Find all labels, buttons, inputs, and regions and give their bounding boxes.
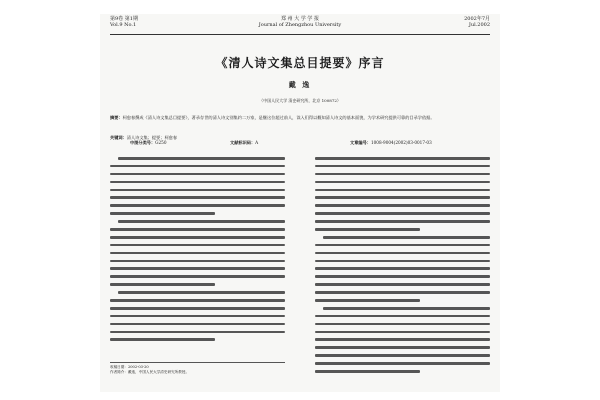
text-line xyxy=(110,307,285,310)
text-line xyxy=(315,260,490,263)
keywords-label: 关键词： xyxy=(110,135,127,140)
article-title: 《清人诗文集总目提要》序言 xyxy=(215,56,385,70)
text-line xyxy=(315,165,490,168)
text-line xyxy=(110,252,285,255)
author-affiliation: （中国人民大学 清史研究所，北京 100872） xyxy=(259,98,341,103)
text-line xyxy=(110,323,285,326)
text-line xyxy=(315,331,490,334)
text-line xyxy=(110,212,215,215)
abstract-label: 摘要： xyxy=(110,115,123,120)
body-column-right xyxy=(315,157,490,387)
text-line xyxy=(315,173,490,176)
text-line xyxy=(110,196,285,199)
article-author: 戴 逸 xyxy=(288,80,312,89)
running-header xyxy=(110,16,490,35)
text-line xyxy=(315,244,490,247)
text-line xyxy=(315,338,490,341)
text-line xyxy=(110,283,215,286)
text-line xyxy=(315,252,490,255)
text-line xyxy=(315,212,490,215)
text-line xyxy=(315,299,420,302)
journal-page xyxy=(100,14,500,392)
text-line xyxy=(110,267,285,270)
abstract xyxy=(110,114,490,122)
clc-number: 中图分类号：G250 xyxy=(130,140,167,145)
journal-name: 郑 州 大 学 学 报 Journal of Zhengzhou University xyxy=(258,16,342,28)
text-line xyxy=(110,299,285,302)
text-line xyxy=(315,189,490,192)
text-line xyxy=(110,181,285,184)
keywords-text: 清人诗文集；提要；柯愈春 xyxy=(126,135,178,140)
issue-date: 2002年7月 Jul.2002 xyxy=(464,16,490,28)
text-line xyxy=(315,362,490,365)
text-line xyxy=(315,283,490,286)
text-line xyxy=(315,267,490,270)
classification-line xyxy=(110,140,490,148)
text-line xyxy=(315,291,490,294)
text-line xyxy=(315,275,490,278)
text-line xyxy=(110,173,285,176)
text-line xyxy=(315,181,490,184)
author-bio: 作者简介：戴逸，中国人民大学清史研究所教授。 xyxy=(110,370,190,374)
volume-info: 第9卷 第1期 Vol.9 No.1 xyxy=(110,16,138,28)
text-line xyxy=(110,228,285,231)
abstract-text: 柯愈春撰成《清人诗文集总目提要》，著录存世的清人诗文别集约二万家，是继这位超过前人，读入们得以概知清人诗文的基本面貌，为学术研究提供可靠的目录学依据。 xyxy=(122,115,435,120)
text-line xyxy=(315,228,420,231)
text-line xyxy=(315,370,420,373)
text-line xyxy=(110,244,285,247)
text-line xyxy=(118,157,285,160)
text-line xyxy=(323,307,490,310)
text-line xyxy=(315,204,490,207)
text-line xyxy=(110,260,285,263)
text-line xyxy=(315,196,490,199)
text-line xyxy=(110,236,285,239)
text-line xyxy=(315,354,490,357)
text-line xyxy=(118,220,285,223)
text-line xyxy=(315,220,490,223)
text-line xyxy=(315,346,490,349)
text-line xyxy=(110,315,285,318)
text-line xyxy=(118,291,285,294)
text-line xyxy=(323,236,490,239)
text-line xyxy=(315,323,490,326)
body-column-left xyxy=(110,157,285,387)
text-line xyxy=(315,157,490,160)
article-number: 文章编号：1008-9004(2002)03-0017-03 xyxy=(350,140,432,145)
text-line xyxy=(110,165,285,168)
text-line xyxy=(110,189,285,192)
received-date: 收稿日期：2002-03-20 xyxy=(110,365,149,369)
text-line xyxy=(110,204,285,207)
text-line xyxy=(315,315,490,318)
footnote xyxy=(110,362,285,375)
text-line xyxy=(110,338,215,341)
text-line xyxy=(110,331,285,334)
document-code: 文献标识码：A xyxy=(230,140,259,145)
text-line xyxy=(110,275,285,278)
